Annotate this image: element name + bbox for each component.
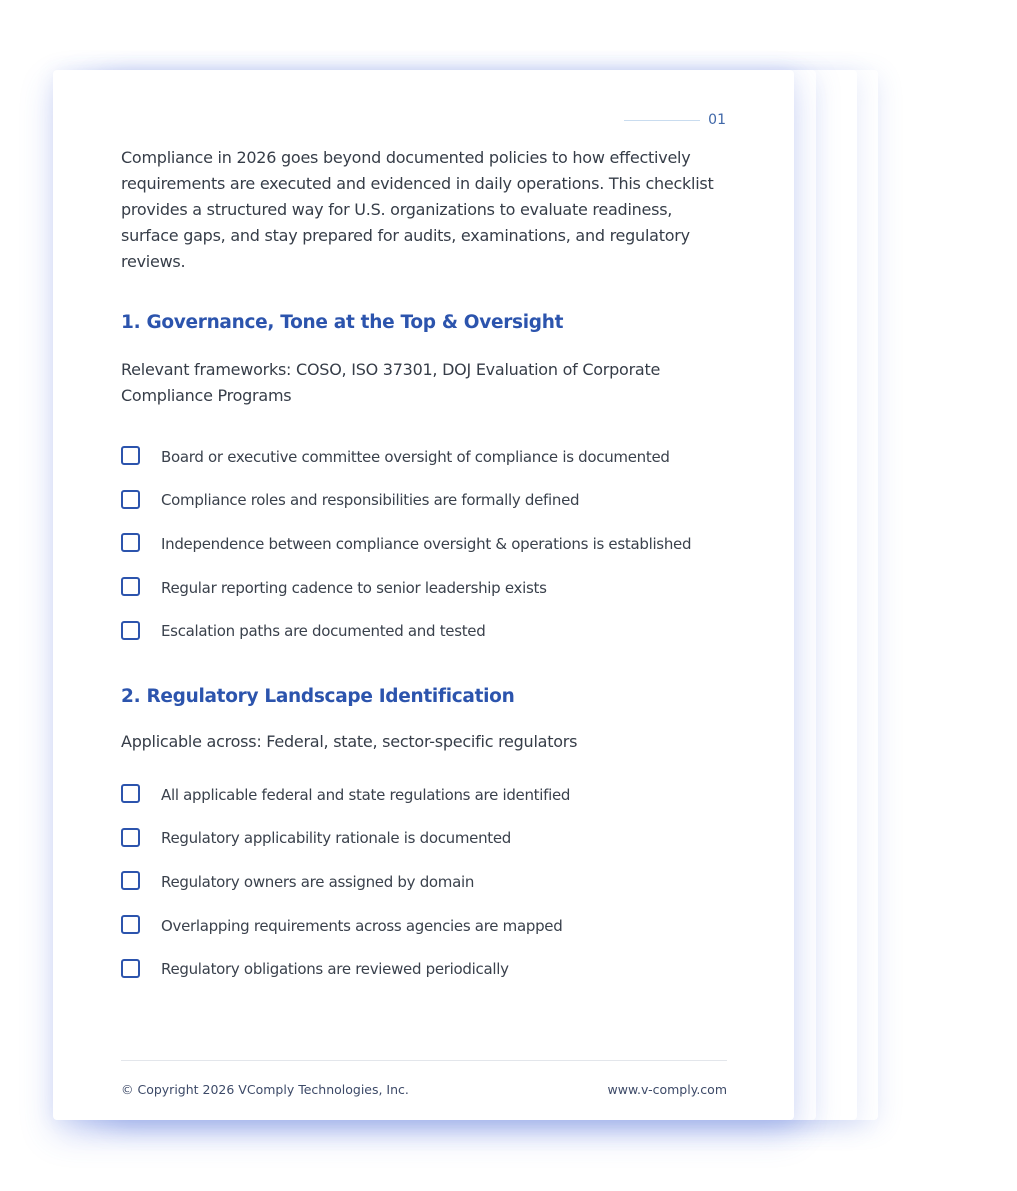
page-number: 01	[708, 112, 726, 128]
page-footer	[121, 1060, 727, 1097]
copyright-text: © Copyright 2026 VComply Technologies, Inc.	[121, 1082, 409, 1097]
intro-paragraph: Compliance in 2026 goes beyond documented policies to how effectively requirements are executed and evidenced in daily operations. This checklist provides a structured way for U.S. organizations to evaluate readiness, surface gaps, and stay prepared for audits, examinations, and regulatory reviews.	[121, 148, 714, 271]
checklist-item-label: Independence between compliance oversight & operations is established	[161, 534, 692, 553]
checkbox[interactable]	[121, 828, 140, 847]
checklist-item-label: Compliance roles and responsibilities are formally defined	[161, 491, 580, 510]
checkbox[interactable]	[121, 621, 140, 640]
checklist-item-label: All applicable federal and state regulations are identified	[161, 785, 571, 804]
checkbox[interactable]	[121, 959, 140, 978]
checklist-item[interactable]	[121, 949, 727, 993]
checklist-item-label: Escalation paths are documented and tested	[161, 622, 486, 641]
checklist-item-label: Regular reporting cadence to senior leadership exists	[161, 578, 547, 597]
section-2-title: 2. Regulatory Landscape Identification	[121, 685, 515, 707]
checklist-item[interactable]	[121, 568, 727, 612]
section-1-checklist	[121, 437, 727, 655]
checkbox[interactable]	[121, 446, 140, 465]
section-1-title: 1. Governance, Tone at the Top & Oversight	[121, 312, 564, 333]
website-link[interactable]: www.v-comply.com	[607, 1082, 727, 1097]
checklist-item[interactable]	[121, 906, 727, 950]
checkbox[interactable]	[121, 533, 140, 552]
section-2-frameworks: Applicable across: Federal, state, sector-specific regulators	[121, 731, 578, 751]
checklist-item[interactable]	[121, 775, 727, 819]
checkbox[interactable]	[121, 871, 140, 890]
checklist-item[interactable]	[121, 524, 727, 568]
checklist-item[interactable]	[121, 437, 727, 481]
checklist-item[interactable]	[121, 611, 727, 655]
checklist-item-label: Regulatory applicability rationale is documented	[161, 829, 512, 848]
checkbox[interactable]	[121, 784, 140, 803]
checklist-item-label: Regulatory obligations are reviewed periodically	[161, 960, 509, 979]
checkbox[interactable]	[121, 915, 140, 934]
checklist-item[interactable]	[121, 862, 727, 906]
checklist-item-label: Overlapping requirements across agencies are mapped	[161, 916, 563, 935]
page-content	[121, 145, 727, 993]
checklist-item[interactable]	[121, 481, 727, 525]
page-number-rule	[624, 120, 700, 121]
checklist-item-label: Regulatory owners are assigned by domain	[161, 872, 475, 891]
section-1-frameworks: Relevant frameworks: COSO, ISO 37301, DOJ Evaluation of Corporate Compliance Programs	[121, 360, 661, 405]
section-2-checklist	[121, 775, 727, 993]
checkbox[interactable]	[121, 490, 140, 509]
page-number-marker	[624, 110, 726, 130]
checklist-item-label: Board or executive committee oversight of compliance is documented	[161, 447, 670, 466]
checklist-item[interactable]	[121, 819, 727, 863]
checkbox[interactable]	[121, 577, 140, 596]
